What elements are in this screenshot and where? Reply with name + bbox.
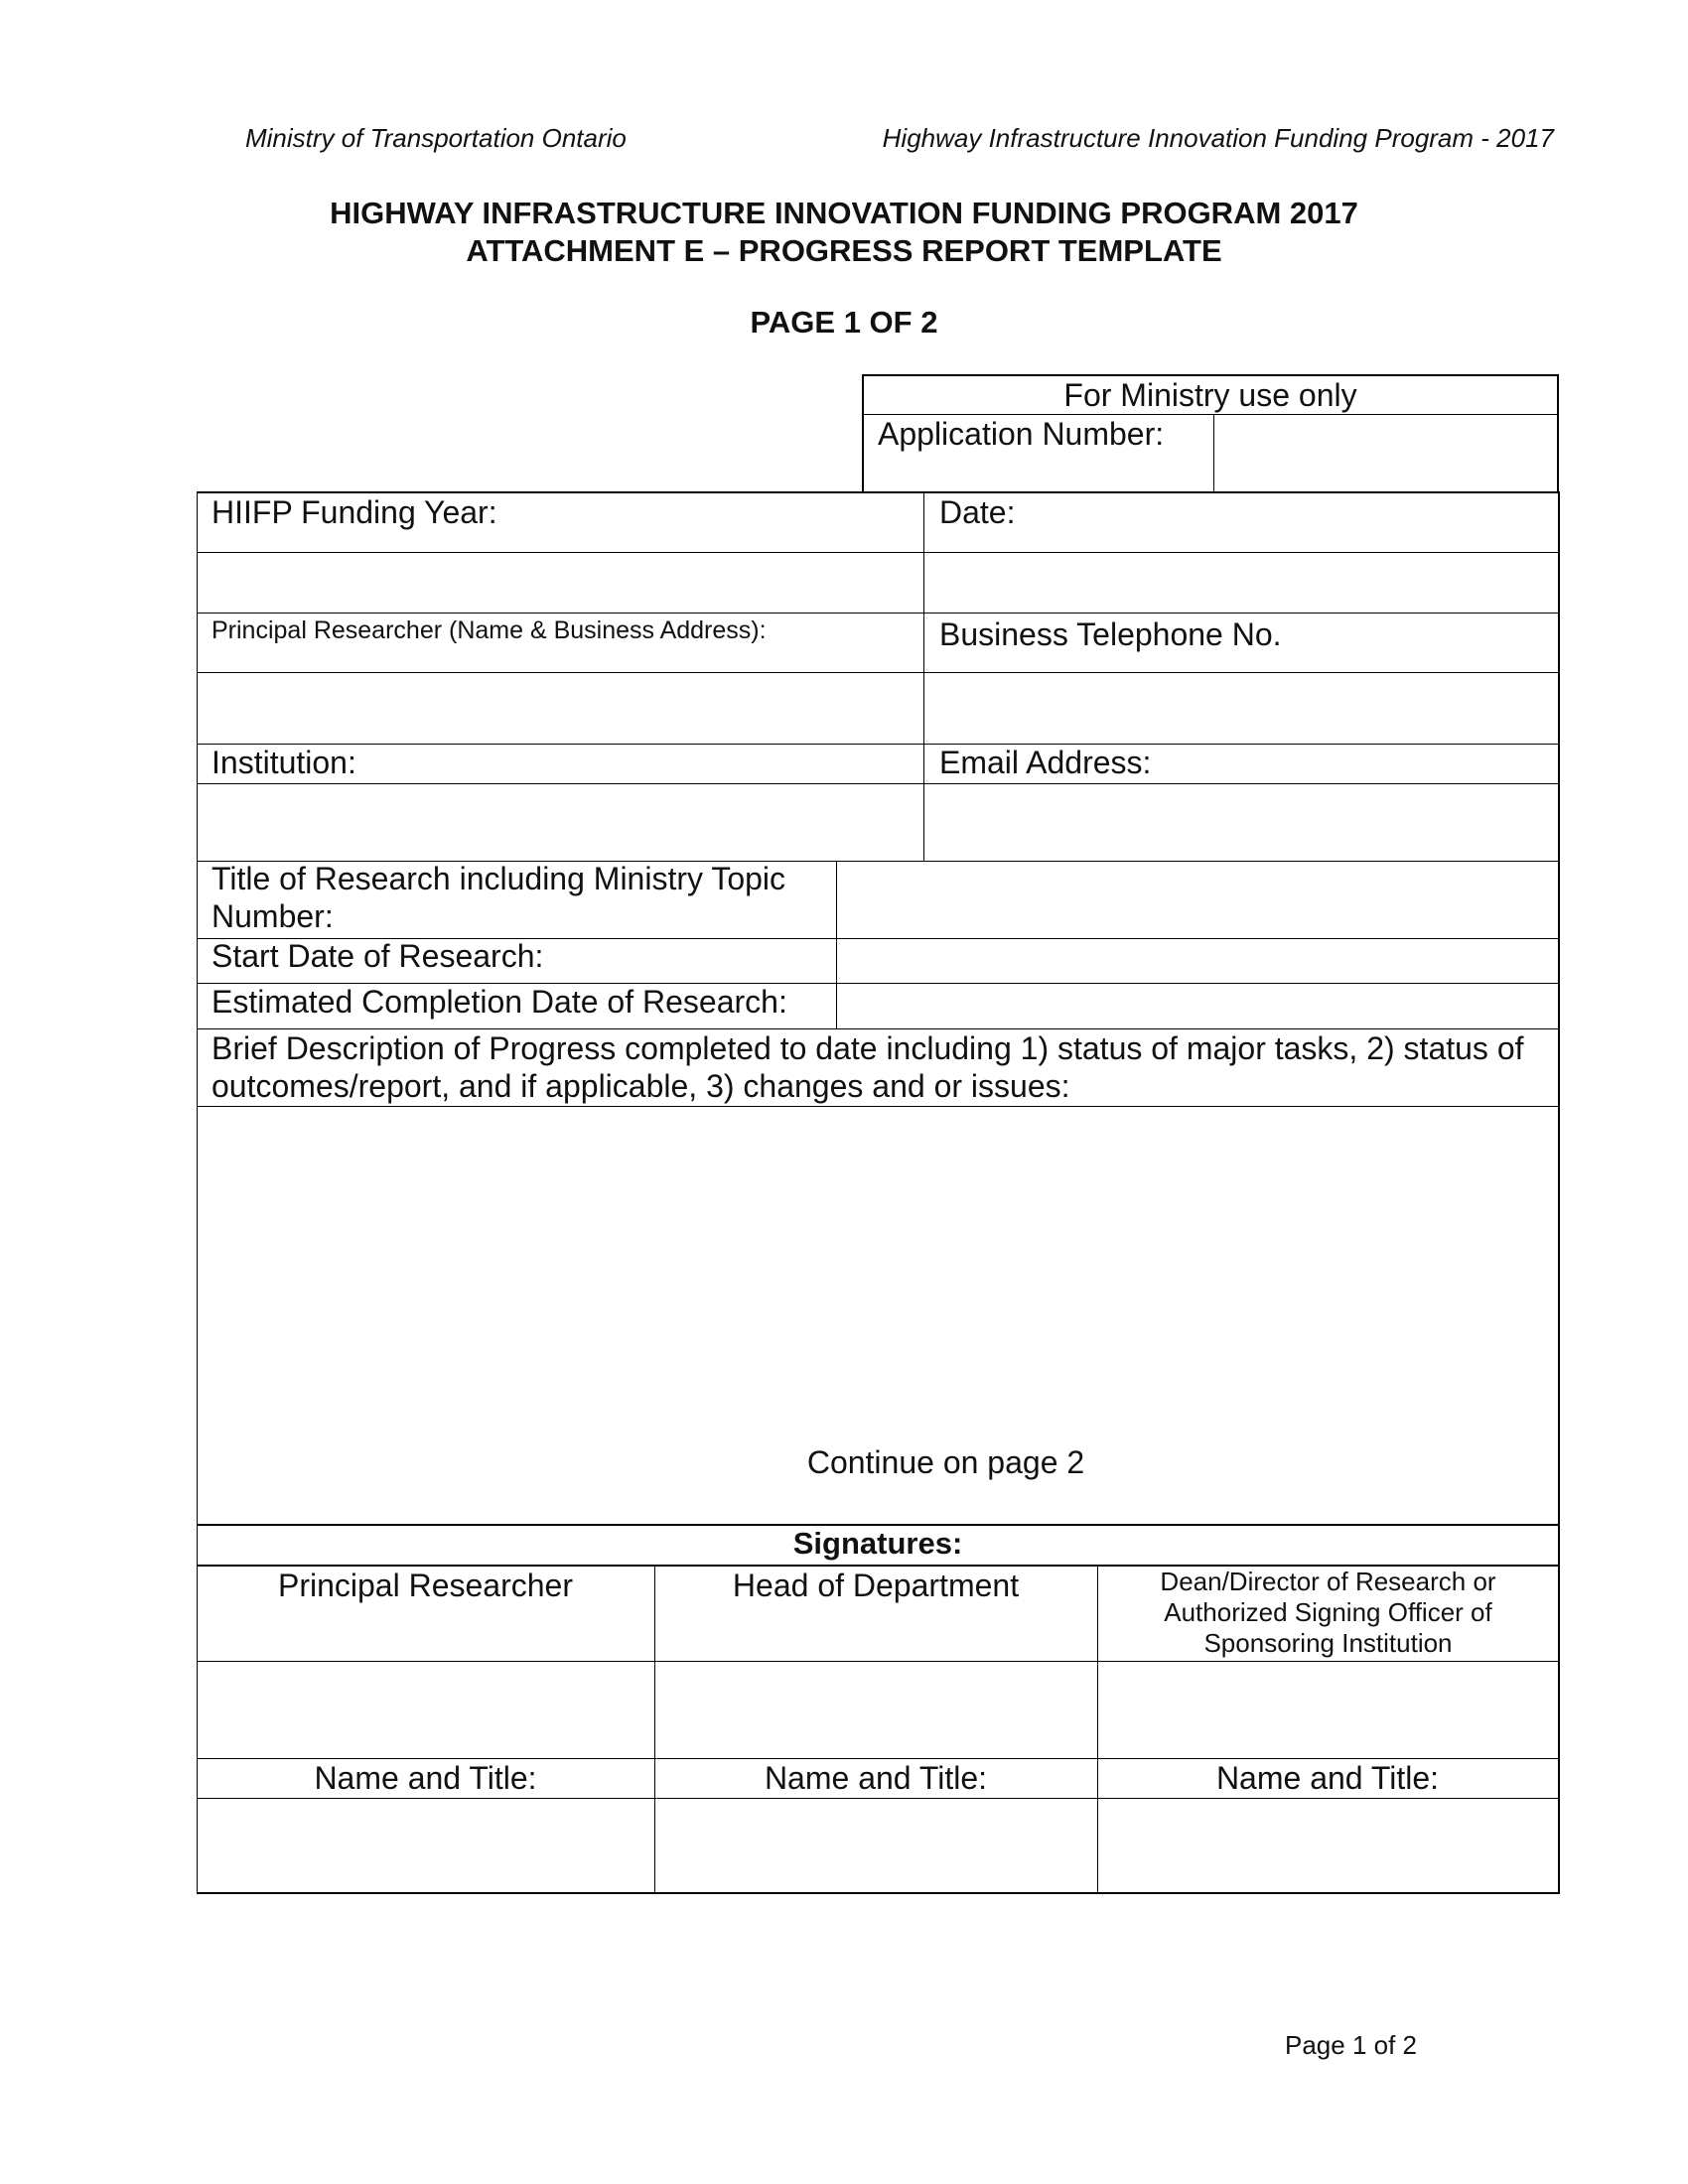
progress-description-field[interactable] [203,1110,1553,1447]
document-title: HIGHWAY INFRASTRUCTURE INNOVATION FUNDING PROGRAM 2017 [330,196,1358,230]
signature-header-head-of-department: Head of Department [732,1568,1020,1603]
funding-year-label: HIIFP Funding Year: [211,494,497,530]
principal-researcher-field[interactable] [203,676,917,740]
header-ministry: Ministry of Transportation Ontario [245,123,627,153]
principal-researcher-label: Principal Researcher (Name & Business Address): [211,616,767,644]
header-program: Highway Infrastructure Innovation Funding Program - 2017 [882,123,1554,153]
telephone-field[interactable] [929,676,1553,740]
email-label: Email Address: [939,745,1152,780]
date-label: Date: [939,494,1016,530]
telephone-label: Business Telephone No. [939,616,1282,652]
application-number-field[interactable] [1221,417,1549,486]
research-title-label: Title of Research including Ministry Topic Number: [211,861,786,934]
footer-page-number: Page 1 of 2 [1285,2030,1417,2060]
signature-field-principal-researcher[interactable] [203,1665,649,1754]
name-title-field-head-of-department[interactable] [660,1802,1092,1889]
ministry-use-heading: For Ministry use only [1063,377,1357,413]
date-field[interactable] [929,556,1553,610]
signature-field-dean-director[interactable] [1103,1665,1553,1754]
name-title-field-principal-researcher[interactable] [203,1802,649,1889]
continue-note: Continue on page 2 [806,1444,1085,1480]
name-title-label-principal-researcher: Name and Title: [314,1760,537,1796]
name-title-field-dean-director[interactable] [1103,1802,1553,1889]
name-title-label-dean-director: Name and Title: [1215,1760,1440,1796]
signatures-heading: Signatures: [792,1526,963,1561]
page-indicator: PAGE 1 OF 2 [750,305,938,340]
signature-header-dean-director: Dean/Director of Research or Authorized Signing Officer of Sponsoring Institution [1160,1567,1496,1658]
research-title-field[interactable] [842,865,1553,934]
application-number-label: Application Number: [878,416,1165,452]
signature-header-principal-researcher: Principal Researcher [277,1568,573,1603]
start-date-label: Start Date of Research: [211,938,544,974]
start-date-field[interactable] [842,941,1553,979]
document-subtitle: ATTACHMENT E – PROGRESS REPORT TEMPLATE [466,233,1222,268]
institution-field[interactable] [203,787,917,857]
name-title-label-head-of-department: Name and Title: [764,1760,988,1796]
email-field[interactable] [929,787,1553,857]
completion-date-field[interactable] [842,987,1553,1024]
completion-date-label: Estimated Completion Date of Research: [211,984,787,1020]
signature-field-head-of-department[interactable] [660,1665,1092,1754]
institution-label: Institution: [211,745,356,780]
funding-year-field[interactable] [203,556,917,610]
progress-description-label: Brief Description of Progress completed to date including 1) status of major tasks, 2) status of outcomes/report, and if applicable, 3) changes and or issues: [211,1030,1524,1104]
